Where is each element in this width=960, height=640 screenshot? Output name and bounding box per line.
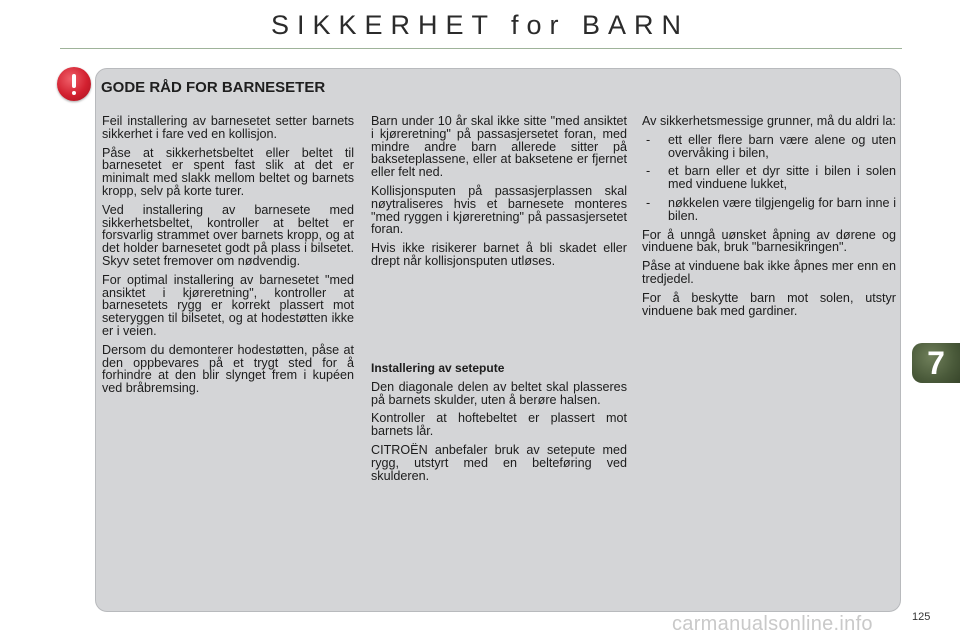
column-1	[102, 115, 354, 401]
list-item	[642, 165, 896, 191]
paragraph: Påse at vinduene bak ikke åpnes mer enn en tredjedel.	[642, 259, 896, 286]
column-3	[642, 115, 896, 323]
page-title: SIKKERHET for BARN	[270, 10, 690, 40]
title-divider	[60, 48, 902, 49]
section-title: GODE RÅD FOR BARNESETER	[101, 79, 326, 96]
list-item-text: nøkkelen være tilgjengelig for barn inne i bilen.	[668, 195, 896, 223]
paragraph: Kontroller at hoftebeltet er plassert mot barnets lår.	[371, 411, 627, 439]
chapter-tab[interactable]: 7	[912, 343, 960, 383]
list-dash: -	[646, 164, 651, 179]
page-number: 125	[912, 611, 931, 623]
paragraph: Av sikkerhetsmessige grunner, må du aldri la:	[642, 114, 896, 128]
paragraph: Barn under 10 år skal ikke sitte "med ansiktet i kjøreretning" på passasjersetet foran, med mindre andre barn allerede sitter på bakseteplassene, eller at baksetene er fjernet eller felt ned.	[371, 114, 627, 180]
paragraph: Påse at sikkerhetsbeltet eller beltet til barnesetet er spent fast slik at det er minimalt med slakk mellom beltet og barnets kropp, selv på korte turer.	[102, 145, 354, 198]
installation-heading: Installering av setepute	[371, 361, 505, 375]
paragraph: For å beskytte barn mot solen, utstyr vinduene bak med gardiner.	[642, 290, 896, 318]
column-2	[371, 115, 627, 274]
paragraph: Ved installering av barnesete med sikkerhetsbeltet, kontroller at beltet er forsvarlig strammet over barnets kropp, og at det holder barnesetet godt på plass i bilsetet. Skyv setet fremover om nødvendig.	[102, 202, 354, 268]
paragraph: Hvis ikke risikerer barnet å bli skadet eller drept når kollisjonsputen utløses.	[371, 241, 627, 268]
list-item-text: et barn eller et dyr sitte i bilen i solen med vinduene lukket,	[668, 164, 896, 192]
exclamation-circle-icon	[57, 67, 91, 101]
list-dash: -	[646, 195, 651, 210]
list-dash: -	[646, 132, 651, 147]
list-item	[642, 134, 896, 160]
paragraph: For optimal installering av barnesetet "med ansiktet i kjøreretning", kontroller at barnesetets rygg er korrekt plassert mot seteryggen til bilsetet, og at hodestøtten ikke er i veien.	[102, 272, 354, 338]
paragraph: For å unngå uønsket åpning av dørene og vinduene bak, bruk "barnesikringen".	[642, 227, 896, 255]
paragraph: Feil installering av barnesetet setter barnets sikkerhet i fare ved en kollisjon.	[102, 114, 354, 141]
paragraph: Kollisjonsputen på passasjerplassen skal nøytraliseres hvis et barnesete monteres "med ryggen i kjøreretning" på passasjersetet foran.	[371, 183, 627, 237]
paragraph: Den diagonale delen av beltet skal plasseres på barnets skulder, uten å berøre halsen.	[371, 379, 627, 407]
paragraph: CITROËN anbefaler bruk av setepute med rygg, utstyrt med en belteføring ved skulderen.	[371, 442, 627, 483]
watermark: carmanualsonline.info	[672, 613, 873, 635]
list-item	[642, 197, 896, 223]
installation-section	[371, 362, 627, 488]
paragraph: Dersom du demonterer hodestøtten, påse at den oppbevares på et trygt sted for å forhindre at den blir slynget frem i kupéen ved bråbremsing.	[102, 342, 354, 396]
list-item-text: ett eller flere barn være alene og uten overvåking i bilen,	[668, 132, 896, 160]
